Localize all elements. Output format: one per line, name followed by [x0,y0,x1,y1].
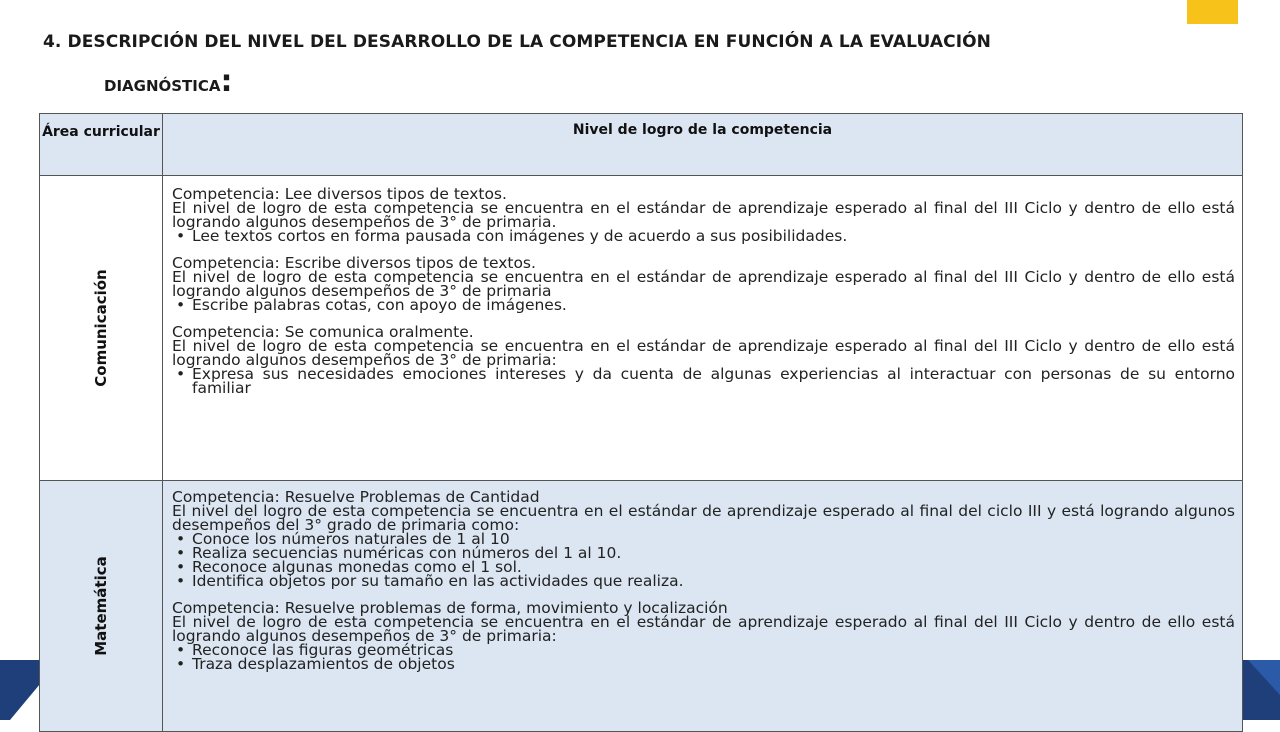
bullet-item: • Reconoce algunas monedas como el 1 sol. [172,560,1235,574]
accent-box [1187,0,1238,24]
competency-description: El nivel de logro de esta competencia se encuentra en el estándar de aprendizaje esperado al final del III Ciclo y dentro de ello está logrando algunos desempeños de 3° de primaria [172,268,1235,300]
competency-block [172,601,1235,671]
competency-description: El nivel del logro de esta competencia se encuentra en el estándar de aprendizaje esperado al final del ciclo III y está logrando algunos desempeños del 3° grado de primaria como: [172,502,1235,534]
competency-block [172,490,1235,588]
bullet-item: • Conoce los números naturales de 1 al 10 [172,532,1235,546]
table-row [40,481,1243,732]
bullet-item: • Realiza secuencias numéricas con números del 1 al 10. [172,546,1235,560]
nivel-cell [163,176,1243,481]
bullet-item: • Lee textos cortos en forma pausada con imágenes y de acuerdo a sus posibilidades. [172,229,1235,243]
competency-table [39,113,1243,732]
area-label: Matemática [92,556,110,656]
competency-title: Competencia: Lee diversos tipos de textos. [172,185,507,203]
competency-block [172,325,1235,395]
competency-title: Competencia: Se comunica oralmente. [172,323,474,341]
area-cell [40,176,163,481]
competency-title: Competencia: Resuelve problemas de forma, movimiento y localización [172,599,728,617]
header-nivel: Nivel de logro de la competencia [163,114,1243,176]
nivel-cell [163,481,1243,732]
competency-title: Competencia: Escribe diversos tipos de textos. [172,254,536,272]
competency-block [172,187,1235,243]
header-area: Área curricular [40,114,163,176]
competency-description: El nivel de logro de esta competencia se encuentra en el estándar de aprendizaje esperado al final del III Ciclo y dentro de ello está logrando algunos desempeños de 3° de primaria. [172,199,1235,231]
bullet-item: • Reconoce las figuras geométricas [172,643,1235,657]
bullet-item: • Escribe palabras cotas, con apoyo de imágenes. [172,298,1235,312]
page-title-line2 [104,64,233,99]
bullet-item: • Traza desplazamientos de objetos [172,657,1235,671]
table-row [40,176,1243,481]
table-header-row [40,114,1243,176]
bullet-item: • Expresa sus necesidades emociones intereses y da cuenta de algunas experiencias al interactuar con personas de su entorno familiar [172,367,1235,395]
competency-block [172,256,1235,312]
bullet-item: • Identifica objetos por su tamaño en las actividades que realiza. [172,574,1235,588]
competency-description: El nivel de logro de esta competencia se encuentra en el estándar de aprendizaje esperado al final del III Ciclo y dentro de ello está logrando algunos desempeños de 3° de primaria: [172,613,1235,645]
title-colon: : [220,64,233,99]
competency-description: El nivel de logro de esta competencia se encuentra en el estándar de aprendizaje esperado al final del III Ciclo y dentro de ello está logrando algunos desempeños de 3° de primaria: [172,337,1235,369]
page-title: 4. DESCRIPCIÓN DEL NIVEL DEL DESARROLLO DE LA COMPETENCIA EN FUNCIÓN A LA EVALUACIÓN [43,32,992,52]
competency-title: Competencia: Resuelve Problemas de Cantidad [172,488,540,506]
area-label: Comunicación [92,269,110,387]
page-title-word: DIAGNÓSTICA [104,77,221,95]
area-cell [40,481,163,732]
